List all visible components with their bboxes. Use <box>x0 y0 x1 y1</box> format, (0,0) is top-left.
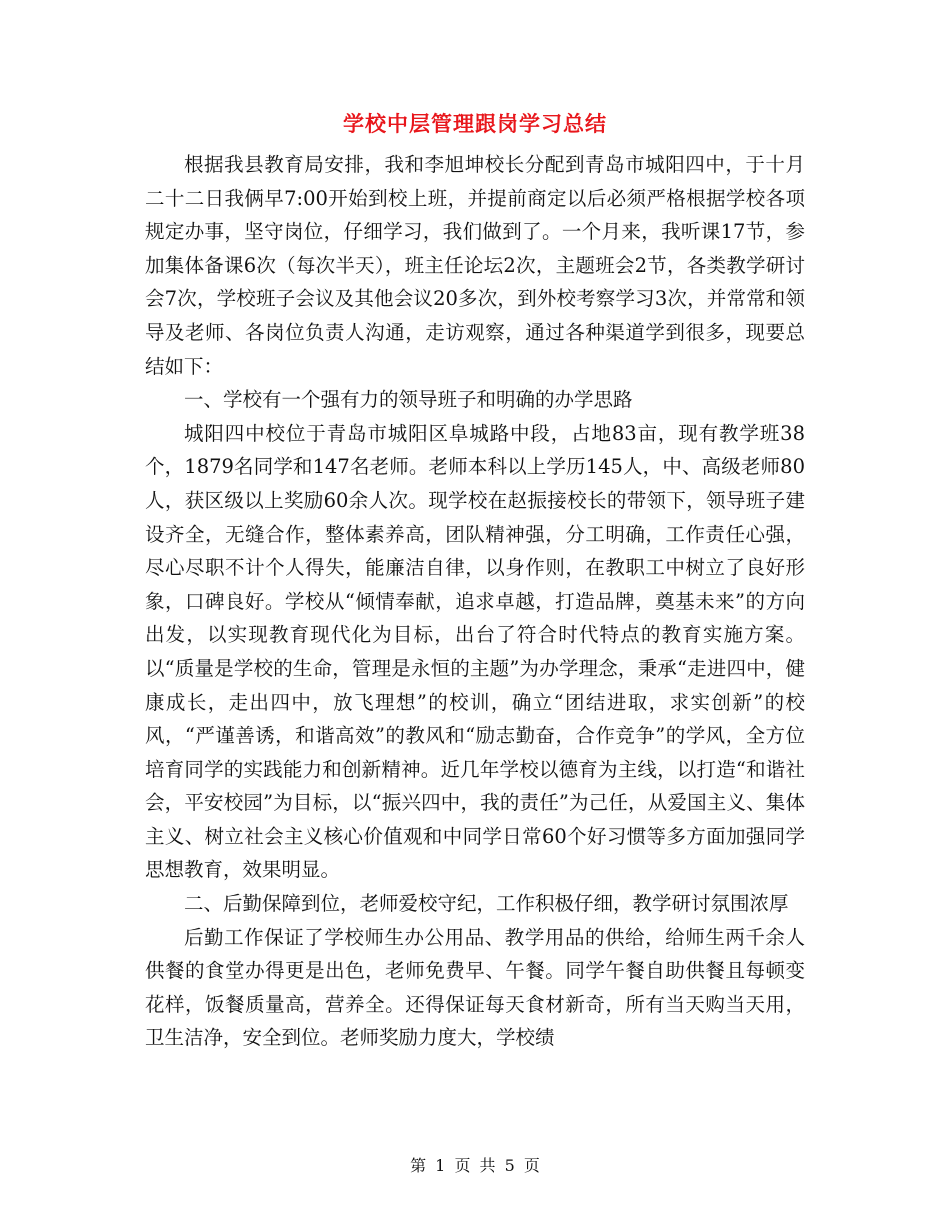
paragraph-school-overview: 城阳四中校位于青岛市城阳区阜城路中段，占地83亩，现有教学班38个，1879名同学和147名老师。老师本科以上学历145人，中、高级老师80人，获区级以上奖励60余人次。现学校在赵振接校长的带领下，领导班子建设齐全，无缝合作，整体素养高，团队精神强，分工明确，工作责任心强，尽心尽职不计个人得失，能廉洁自律，以身作则，在教职工中树立了良好形象，口碑良好。学校从“倾情奉献，追求卓越，打造品牌，奠基未来”的方向出发，以实现教育现代化为目标，出台了符合时代特点的教育实施方案。以“质量是学校的生命，管理是永恒的主题”为办学理念，秉承“走进四中，健康成长，走出四中，放飞理想”的校训，确立“团结进取，求实创新”的校风，“严谨善诱，和谐高效”的教风和“励志勤奋，合作竞争”的学风，全方位培育同学的实践能力和创新精神。近几年学校以德育为主线，以打造“和谐社会，平安校园”为目标，以“振兴四中，我的责任”为己任，从爱国主义、集体主义、树立社会主义核心价值观和中同学日常60个好习惯等多方面加强同学思想教育，效果明显。 <box>145 421 805 882</box>
paragraph-intro: 根据我县教育局安排，我和李旭坤校长分配到青岛市城阳四中，于十月二十二日我俩早7:00开始到校上班，并提前商定以后必须严格根据学校各项规定办事，坚守岗位，仔细学习，我们做到了。一个月来，我听课17节，参加集体备课6次（每次半天），班主任论坛2次，主题班会2节，各类教学研讨会7次，学校班子会议及其他会议20多次，到外校考察学习3次，并常常和领导及老师、各岗位负责人沟通，走访观察，通过各种渠道学到很多，现要总结如下： <box>145 153 805 378</box>
document-title: 学校中层管理跟岗学习总结 <box>343 111 607 136</box>
paragraph-logistics: 后勤工作保证了学校师生办公用品、教学用品的供给，给师生两千余人供餐的食堂办得更是出色，老师免费早、午餐。同学午餐自助供餐且每顿变花样，饭餐质量高，营养全。还得保证每天食材新奇，所有当天购当天用，卫生洁净，安全到位。老师奖励力度大，学校绩 <box>145 925 805 1050</box>
section-heading-1: 一、学校有一个强有力的领导班子和明确的办学思路 <box>184 388 633 412</box>
page-number-footer: 第 1 页 共 5 页 <box>410 1156 540 1175</box>
document-body <box>145 148 805 1055</box>
section-heading-2: 二、后勤保障到位，老师爱校守纪，工作积极仔细，教学研讨氛围浓厚 <box>184 892 789 916</box>
